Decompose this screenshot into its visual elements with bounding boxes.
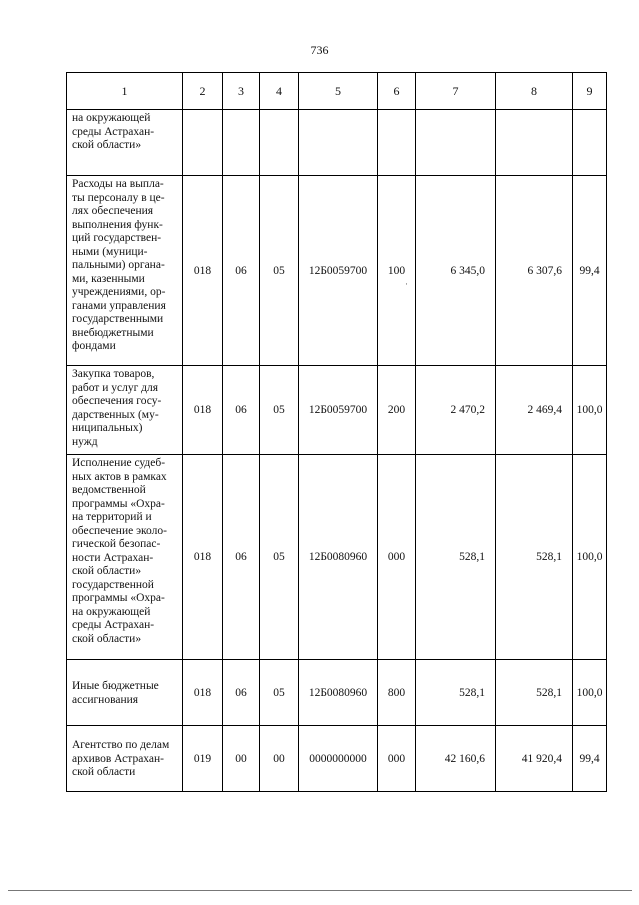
header-cell: 9 <box>573 73 607 110</box>
cell-actual: 41 920,4 <box>496 726 573 792</box>
cell-expense-type <box>378 110 416 176</box>
table-row <box>67 455 607 660</box>
cell-planned: 528,1 <box>416 455 496 660</box>
cell-expense-type: 100 <box>378 176 416 366</box>
cell-percent: 100,0 <box>573 455 607 660</box>
table-row <box>67 366 607 455</box>
cell-percent <box>573 110 607 176</box>
row-description: Закупка товаров, работ и услуг для обеспечения госу- дарственных (му- ниципальных) нужд <box>67 366 183 455</box>
row-description: Исполнение судеб- ных актов в рамках ведомственной программы «Охра- на территорий и обеспечение эколо- гической безопас- ности Астрахан- ской области» государственной программы «Охра- на окружающей среды Астрахан- ской области» <box>67 455 183 660</box>
cell-percent: 99,4 <box>573 176 607 366</box>
cell-percent: 99,4 <box>573 726 607 792</box>
header-cell: 7 <box>416 73 496 110</box>
cell-section: 06 <box>223 455 260 660</box>
cell-ministry-code: 018 <box>183 366 223 455</box>
scan-speck: · <box>405 279 408 289</box>
cell-expense-type: 200 <box>378 366 416 455</box>
cell-target-article: 0000000000 <box>299 726 378 792</box>
header-cell: 6 <box>378 73 416 110</box>
cell-subsection: 05 <box>260 176 299 366</box>
cell-ministry-code: 018 <box>183 176 223 366</box>
cell-expense-type: 800 <box>378 660 416 726</box>
header-cell: 2 <box>183 73 223 110</box>
row-description: на окружающей среды Астрахан- ской области» <box>67 110 183 176</box>
cell-subsection: 05 <box>260 455 299 660</box>
table-header-row <box>67 73 607 110</box>
cell-actual: 2 469,4 <box>496 366 573 455</box>
cell-section: 06 <box>223 660 260 726</box>
cell-actual <box>496 110 573 176</box>
cell-percent: 100,0 <box>573 366 607 455</box>
table-row <box>67 726 607 792</box>
cell-target-article <box>299 110 378 176</box>
page-bottom-rule <box>8 890 632 891</box>
cell-planned: 528,1 <box>416 660 496 726</box>
cell-planned: 6 345,0 <box>416 176 496 366</box>
budget-table <box>66 72 607 792</box>
cell-section: 06 <box>223 176 260 366</box>
cell-target-article: 12Б0080960 <box>299 455 378 660</box>
cell-target-article: 12Б0059700 <box>299 366 378 455</box>
cell-planned: 2 470,2 <box>416 366 496 455</box>
table-row <box>67 110 607 176</box>
header-cell: 8 <box>496 73 573 110</box>
cell-subsection: 00 <box>260 726 299 792</box>
cell-ministry-code <box>183 110 223 176</box>
cell-subsection: 05 <box>260 366 299 455</box>
cell-subsection: 05 <box>260 660 299 726</box>
cell-expense-type: 000 <box>378 455 416 660</box>
cell-section: 00 <box>223 726 260 792</box>
cell-percent: 100,0 <box>573 660 607 726</box>
cell-target-article: 12Б0059700 <box>299 176 378 366</box>
table-row <box>67 176 607 366</box>
row-description: Иные бюджетные ассигнования <box>67 660 183 726</box>
row-description: Расходы на выпла- ты персоналу в це- лях обеспечения выполнения функ- ций государствен- ными (муници- пальными) органа- ми, казенными учреждениями, ор- ганами управления государственными внебюджетными фондами <box>67 176 183 366</box>
row-description: Агентство по делам архивов Астрахан- ской области <box>67 726 183 792</box>
cell-actual: 528,1 <box>496 660 573 726</box>
cell-planned <box>416 110 496 176</box>
cell-section: 06 <box>223 366 260 455</box>
page-number: 736 <box>310 43 329 57</box>
cell-planned: 42 160,6 <box>416 726 496 792</box>
table-row <box>67 660 607 726</box>
cell-section <box>223 110 260 176</box>
cell-ministry-code: 018 <box>183 660 223 726</box>
header-cell: 1 <box>67 73 183 110</box>
cell-ministry-code: 018 <box>183 455 223 660</box>
cell-actual: 6 307,6 <box>496 176 573 366</box>
cell-expense-type: 000 <box>378 726 416 792</box>
cell-subsection <box>260 110 299 176</box>
header-cell: 5 <box>299 73 378 110</box>
header-cell: 4 <box>260 73 299 110</box>
cell-actual: 528,1 <box>496 455 573 660</box>
cell-target-article: 12Б0080960 <box>299 660 378 726</box>
cell-ministry-code: 019 <box>183 726 223 792</box>
header-cell: 3 <box>223 73 260 110</box>
